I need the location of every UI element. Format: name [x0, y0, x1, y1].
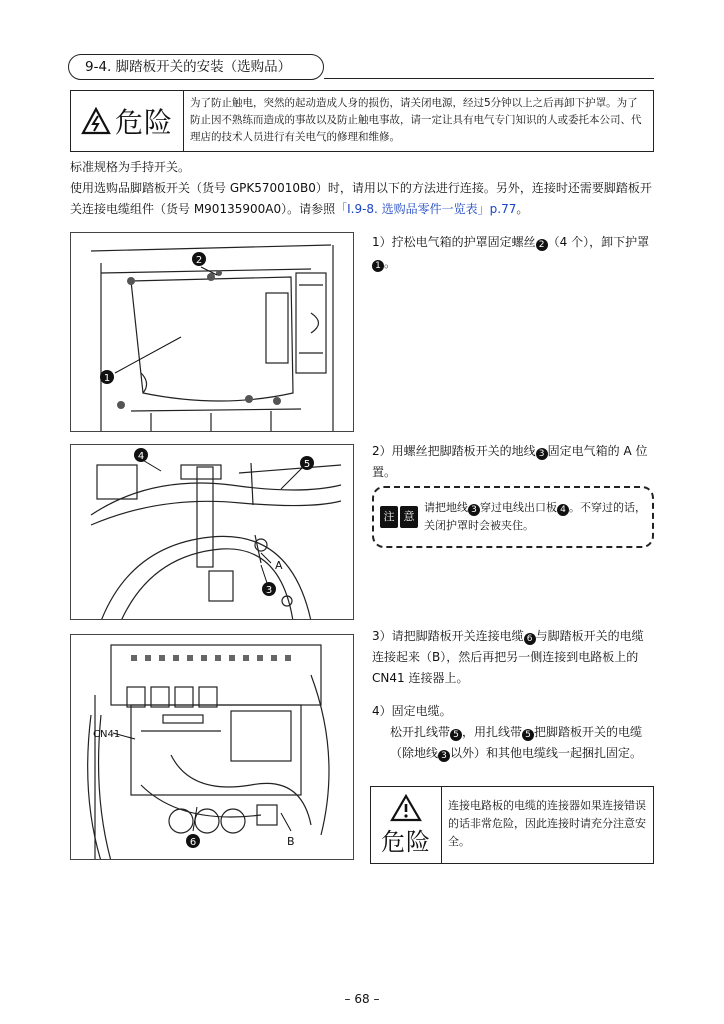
- step-4-text-4: 以外）和其他电缆线一起捆扎固定。: [450, 746, 643, 760]
- figure-ground-wire: [70, 444, 354, 620]
- section-title: 9-4. 脚踏板开关的安装（选购品）: [68, 54, 324, 80]
- danger-word-2: 危险: [381, 827, 431, 856]
- intro-paragraph: [70, 157, 654, 220]
- marker-2: 2: [536, 239, 548, 251]
- title-rule: [324, 78, 654, 79]
- intro-text-end: 。: [516, 202, 529, 216]
- step-2-text: 2）用螺丝把脚踏板开关的地线: [372, 444, 536, 458]
- ground-wire-illustration: [71, 445, 354, 620]
- step-3: [372, 626, 654, 689]
- step-4: [372, 701, 654, 764]
- caution-text-1: 请把地线: [424, 501, 468, 514]
- marker-4: 4: [557, 504, 569, 516]
- position-a-label: A: [275, 559, 283, 572]
- step-1-text: 1）拧松电气箱的护罩固定螺丝: [372, 235, 536, 249]
- step-1: [372, 232, 654, 274]
- step-4-title: 4）固定电缆。: [372, 704, 452, 718]
- marker-3: 3: [438, 750, 450, 762]
- danger2-label-cell: [371, 787, 442, 863]
- callout-4-label: 4: [137, 451, 145, 462]
- danger-notice-2: [370, 786, 654, 864]
- warning-triangle-icon: [81, 107, 111, 135]
- parts-list-link[interactable]: 「I.9-8. 选购品零件一览表」p.77: [335, 202, 517, 216]
- marker-3: 3: [468, 504, 480, 516]
- caution-notice: [372, 486, 654, 548]
- step-4-text-2: ，用扎线带: [462, 725, 523, 739]
- callout-5-label: 5: [303, 459, 311, 470]
- hand-icon: 意: [400, 506, 418, 528]
- callout-2-label: 2: [195, 255, 203, 266]
- cn41-label: CN41: [93, 729, 121, 740]
- warning-triangle-icon: [390, 794, 422, 822]
- marker-5: 5: [450, 729, 462, 741]
- danger-text: 为了防止触电，突然的起动造成人身的损伤，请关闭电源，经过5分钟以上之后再卸下护罩。为了防止因不熟练而造成的事故以及防止触电事故，请一定让具有电气专门知识的人或委托本公司、代理店的技术人员进行有关电气的修理和维修。: [190, 97, 642, 143]
- danger-label-cell: [71, 91, 184, 151]
- marker-1: 1: [372, 260, 384, 272]
- step-3-text-2: 与脚踏板开关的电缆连接起来（B），然后再把另一侧连接到电路板上的 CN41 连接器上。: [372, 629, 644, 685]
- step-4-text-3: 把脚踏板开关的电缆（除地线: [390, 725, 643, 760]
- marker-6: 6: [524, 633, 536, 645]
- caution-text-3: 。不穿过的话，关闭护罩时会被夹住。: [424, 501, 646, 532]
- danger-word: 危险: [114, 106, 173, 139]
- connection-b-label: B: [287, 835, 295, 848]
- caution-icons: [380, 506, 418, 528]
- danger-notice: [70, 90, 654, 152]
- cover-illustration: [71, 233, 354, 432]
- step-1-text-2: （4 个），卸下护罩: [547, 235, 650, 249]
- intro-line-1: 标准规格为手持开关。: [70, 160, 191, 174]
- step-2: [372, 441, 654, 483]
- step-3-text: 3）请把脚踏板开关连接电缆: [372, 629, 524, 643]
- callout-3-label: 3: [265, 585, 273, 596]
- intro-line-2: [70, 178, 654, 220]
- figure-cover-removal: [70, 232, 354, 432]
- step-4-text: 松开扎线带: [390, 725, 451, 739]
- step-1-text-3: 。: [384, 256, 397, 270]
- marker-3: 3: [536, 448, 548, 460]
- step-2-text-2: 固定电气箱的 A 位置。: [372, 444, 648, 479]
- callout-6-label: 6: [189, 837, 197, 848]
- step-4-body: [372, 722, 654, 764]
- callout-1-label: 1: [103, 373, 111, 384]
- caution-text: [424, 499, 646, 535]
- danger-text-2: 连接电路板的电缆的连接器如果连接错误的话非常危险，因此连接时请充分注意安全。: [448, 799, 646, 848]
- circuit-board-illustration: [71, 635, 354, 860]
- page-number: – 68 –: [344, 992, 380, 1006]
- marker-5: 5: [522, 729, 534, 741]
- figure-cable-connection: [70, 634, 354, 860]
- caution-icon: 注: [380, 506, 398, 528]
- intro-text: 使用选购品脚踏板开关（货号 GPK570010B0）时，请用以下的方法进行连接。另外，连接时还需要脚踏板开关连接电缆组件（货号 M90135900A0）。请参照: [70, 181, 652, 216]
- caution-text-2: 穿过电线出口板: [480, 501, 557, 514]
